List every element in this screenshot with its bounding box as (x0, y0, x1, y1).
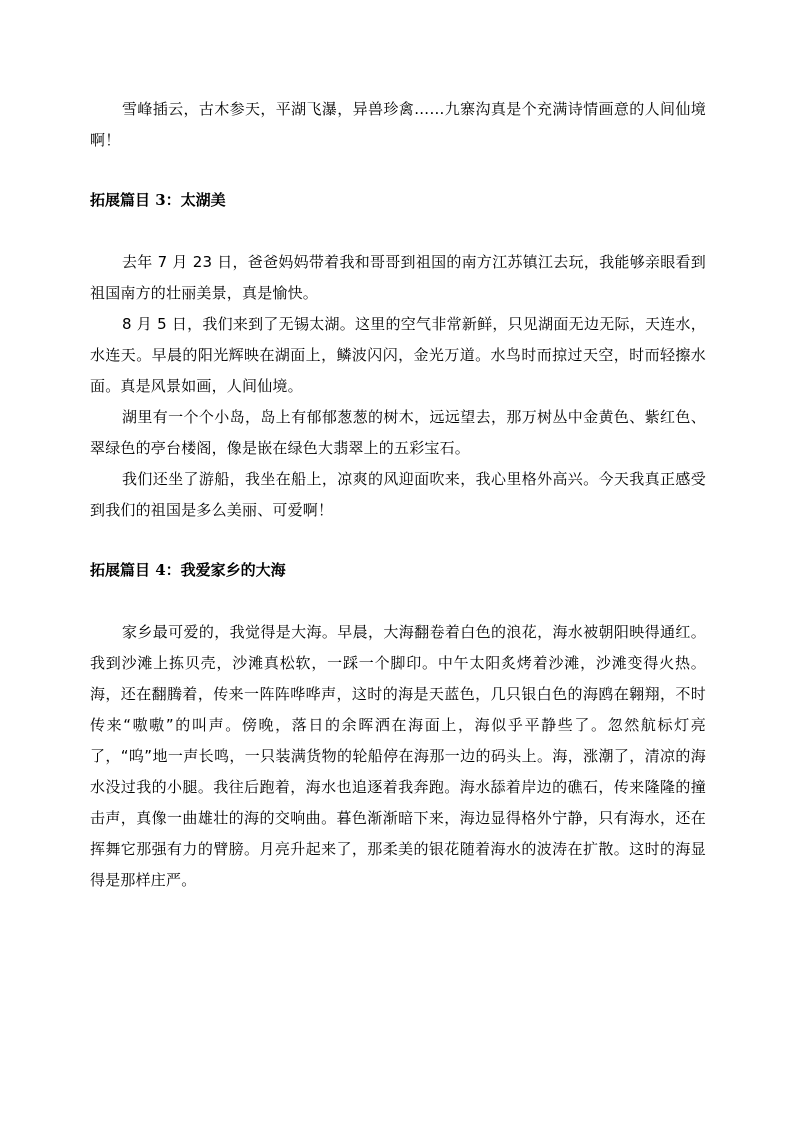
section-3-paragraph: 8 月 5 日，我们来到了无锡太湖。这里的空气非常新鲜，只见湖面无边无际，天连水，水连天。早晨的阳光辉映在湖面上，鳞波闪闪，金光万道。水鸟时而掠过天空，时而轻擦水面。真是风景如画，人间仙境。 (90, 315, 706, 395)
section-3-paragraph: 湖里有一个个小岛，岛上有郁郁葱葱的树木，远远望去，那万树丛中金黄色、紫红色、翠绿色的亭台楼阁，像是嵌在绿色大翡翠上的五彩宝石。 (90, 408, 706, 457)
intro-paragraph: 雪峰插云，古木参天，平湖飞瀑，异兽珍禽……九寨沟真是个充满诗情画意的人间仙境啊！ (90, 100, 706, 149)
document-body (90, 94, 706, 896)
spacer (90, 526, 706, 555)
section-4-title: 拓展篇目 4：我爱家乡的大海 (90, 561, 286, 579)
section-3-title: 拓展篇目 3：太湖美 (90, 191, 226, 209)
section-4-paragraph: 家乡最可爱的，我觉得是大海。早晨，大海翻卷着白色的浪花，海水被朝阳映得通红。我到沙滩上拣贝壳，沙滩真松软，一踩一个脚印。中午太阳炙烤着沙滩，沙滩变得火热。海，还在翻腾着，传来一阵阵哗哗声，这时的海是天蓝色，几只银白色的海鸥在翱翔，不时传来“嗷嗷”的叫声。傍晚，落日的余晖洒在海面上，海似乎平静些了。忽然航标灯亮了，“呜”地一声长鸣，一只装满货物的轮船停在海那一边的码头上。海，涨潮了，清凉的海水没过我的小腿。我往后跑着，海水也追逐着我奔跑。海水舔着岸边的礁石，传来隆隆的撞击声，真像一曲雄壮的海的交响曲。暮色渐渐暗下来，海边显得格外宁静，只有海水，还在挥舞它那强有力的臂膀。月亮升起来了，那柔美的银花随着海水的波涛在扩散。这时的海显得是那样庄严。 (90, 623, 706, 889)
section-3-paragraph: 我们还坐了游船，我坐在船上，凉爽的风迎面吹来，我心里格外高兴。今天我真正感受到我们的祖国是多么美丽、可爱啊！ (90, 470, 706, 519)
spacer (90, 586, 706, 617)
spacer (90, 216, 706, 247)
spacer (90, 156, 706, 185)
section-3-paragraph: 去年 7 月 23 日，爸爸妈妈带着我和哥哥到祖国的南方江苏镇江去玩，我能够亲眼看到祖国南方的壮丽美景，真是愉快。 (90, 253, 706, 302)
